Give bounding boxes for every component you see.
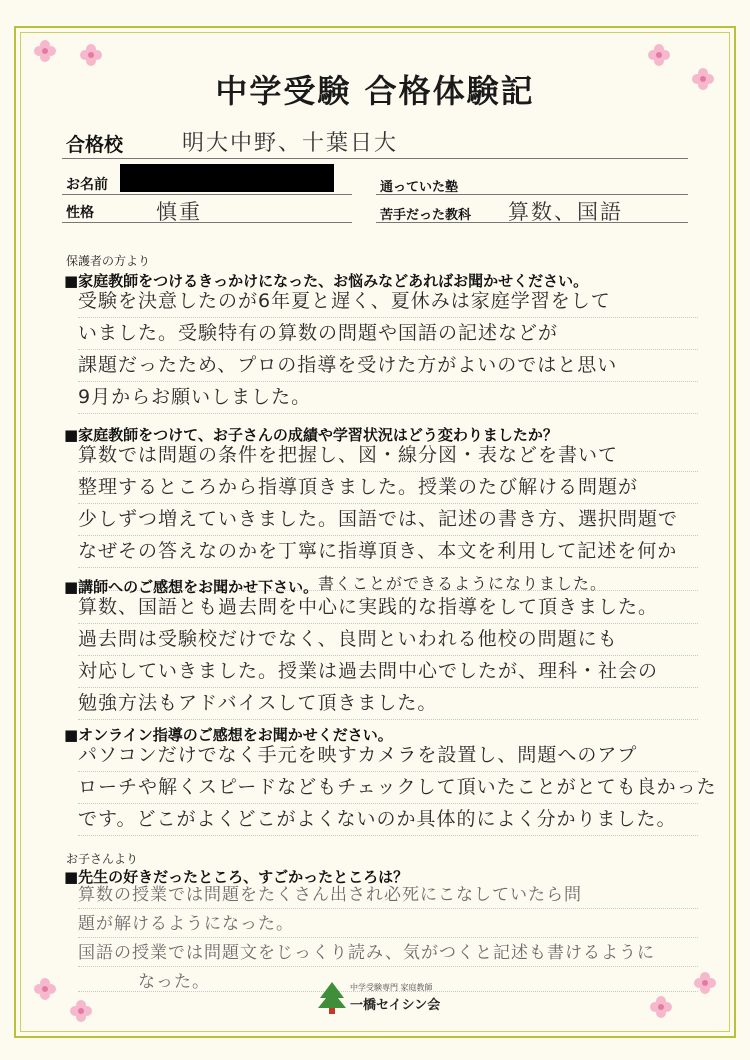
school-label: 合格校 [66,134,124,156]
answer-line: 勉強方法もアドバイスして頂きました。 [78,688,698,720]
answer-line: 9月からお願いしました。 [78,382,698,414]
tree-logo-icon [318,982,346,1014]
page-title: 中学受験 合格体験記 [215,72,535,110]
flower-icon [70,1000,92,1022]
trait-value: 慎重 [156,200,202,224]
answer-line: 受験を決意したのが6年夏と遅く、夏休みは家庭学習をして [78,286,698,318]
answer-4 [78,740,717,836]
juku-underline [376,194,688,195]
answer-line: です。どこがよくどこがよくないのか具体的によく分かりました。 [78,804,698,836]
child-answer [78,880,698,992]
flower-icon [34,40,56,62]
school-underline [62,158,688,159]
answer-2 [78,440,698,591]
trait-underline [62,222,352,223]
question-4: ■オンライン指導のご感想をお聞かせください。 [64,726,393,744]
logo-name: 一橋セイシン会 [350,998,441,1013]
answer-line: 課題だったため、プロの指導を受けた方がよいのではと思い [78,350,698,382]
question-1: ■家庭教師をつけるきっかけになった、お悩みなどあればお聞かせください。 [64,272,589,290]
weak-subject-label: 苦手だった教科 [380,208,472,223]
question-3: ■講師へのご感想をお聞かせ下さい。 [64,578,319,596]
answer-line: 題が解けるようになった。 [78,909,698,938]
answer-line: 対応していきました。授業は過去問中心でしたが、理科・社会の [78,656,698,688]
name-label: お名前 [66,177,108,193]
answer-line: ローチや解くスピードなどもチェックして頂いたことがとても良かった [78,772,698,804]
child-question: ■先生の好きだったところ、すごかったところは？ [64,868,409,886]
company-logo [318,978,441,1018]
weak-subject-underline [376,222,688,223]
answer-line: パソコンだけでなく手元を映すカメラを設置し、問題へのアプ [78,740,698,772]
answer-1 [78,286,698,414]
answer-line: 算数の授業では問題をたくさん出され必死にこなしていたら問 [78,880,698,909]
answer-line: 算数、国語とも過去問を中心に実践的な指導をして頂きました。 [78,592,698,624]
answer-line: 算数では問題の条件を把握し、図・線分図・表などを書いて [78,440,698,472]
child-section-label: お子さんより [66,852,139,866]
flower-icon [650,996,672,1018]
trait-label: 性格 [66,205,94,221]
flower-icon [80,44,102,66]
answer-line: なった。 [78,967,698,992]
guardian-section-label: 保護者の方より [66,254,151,268]
redacted-name [120,164,334,192]
weak-subject-value: 算数、国語 [508,200,623,224]
school-value: 明大中野、十葉日大 [182,131,399,156]
name-underline [62,194,352,195]
answer-line: いました。受験特有の算数の問題や国語の記述などが [78,318,698,350]
answer-line: 書くことができるようになりました。 [78,568,698,591]
answer-line: 国語の授業では問題文をじっくり読み、気がつくと記述も書けるように [78,938,698,967]
flower-icon [648,44,670,66]
question-2: ■家庭教師をつけて、お子さんの成績や学習状況はどう変わりましたか？ [64,426,558,444]
answer-3 [78,592,698,720]
answer-line: 過去問は受験校だけでなく、良問といわれる他校の問題にも [78,624,698,656]
flower-icon [34,978,56,1000]
juku-label: 通っていた塾 [380,180,459,195]
answer-line: 少しずつ増えていきました。国語では、記述の書き方、選択問題で [78,504,698,536]
answer-line: なぜその答えなのかを丁寧に指導頂き、本文を利用して記述を何か [78,536,698,568]
logo-tagline: 中学受験専門 家庭教師 [350,983,433,992]
answer-line: 整理するところから指導頂きました。授業のたび解ける問題が [78,472,698,504]
